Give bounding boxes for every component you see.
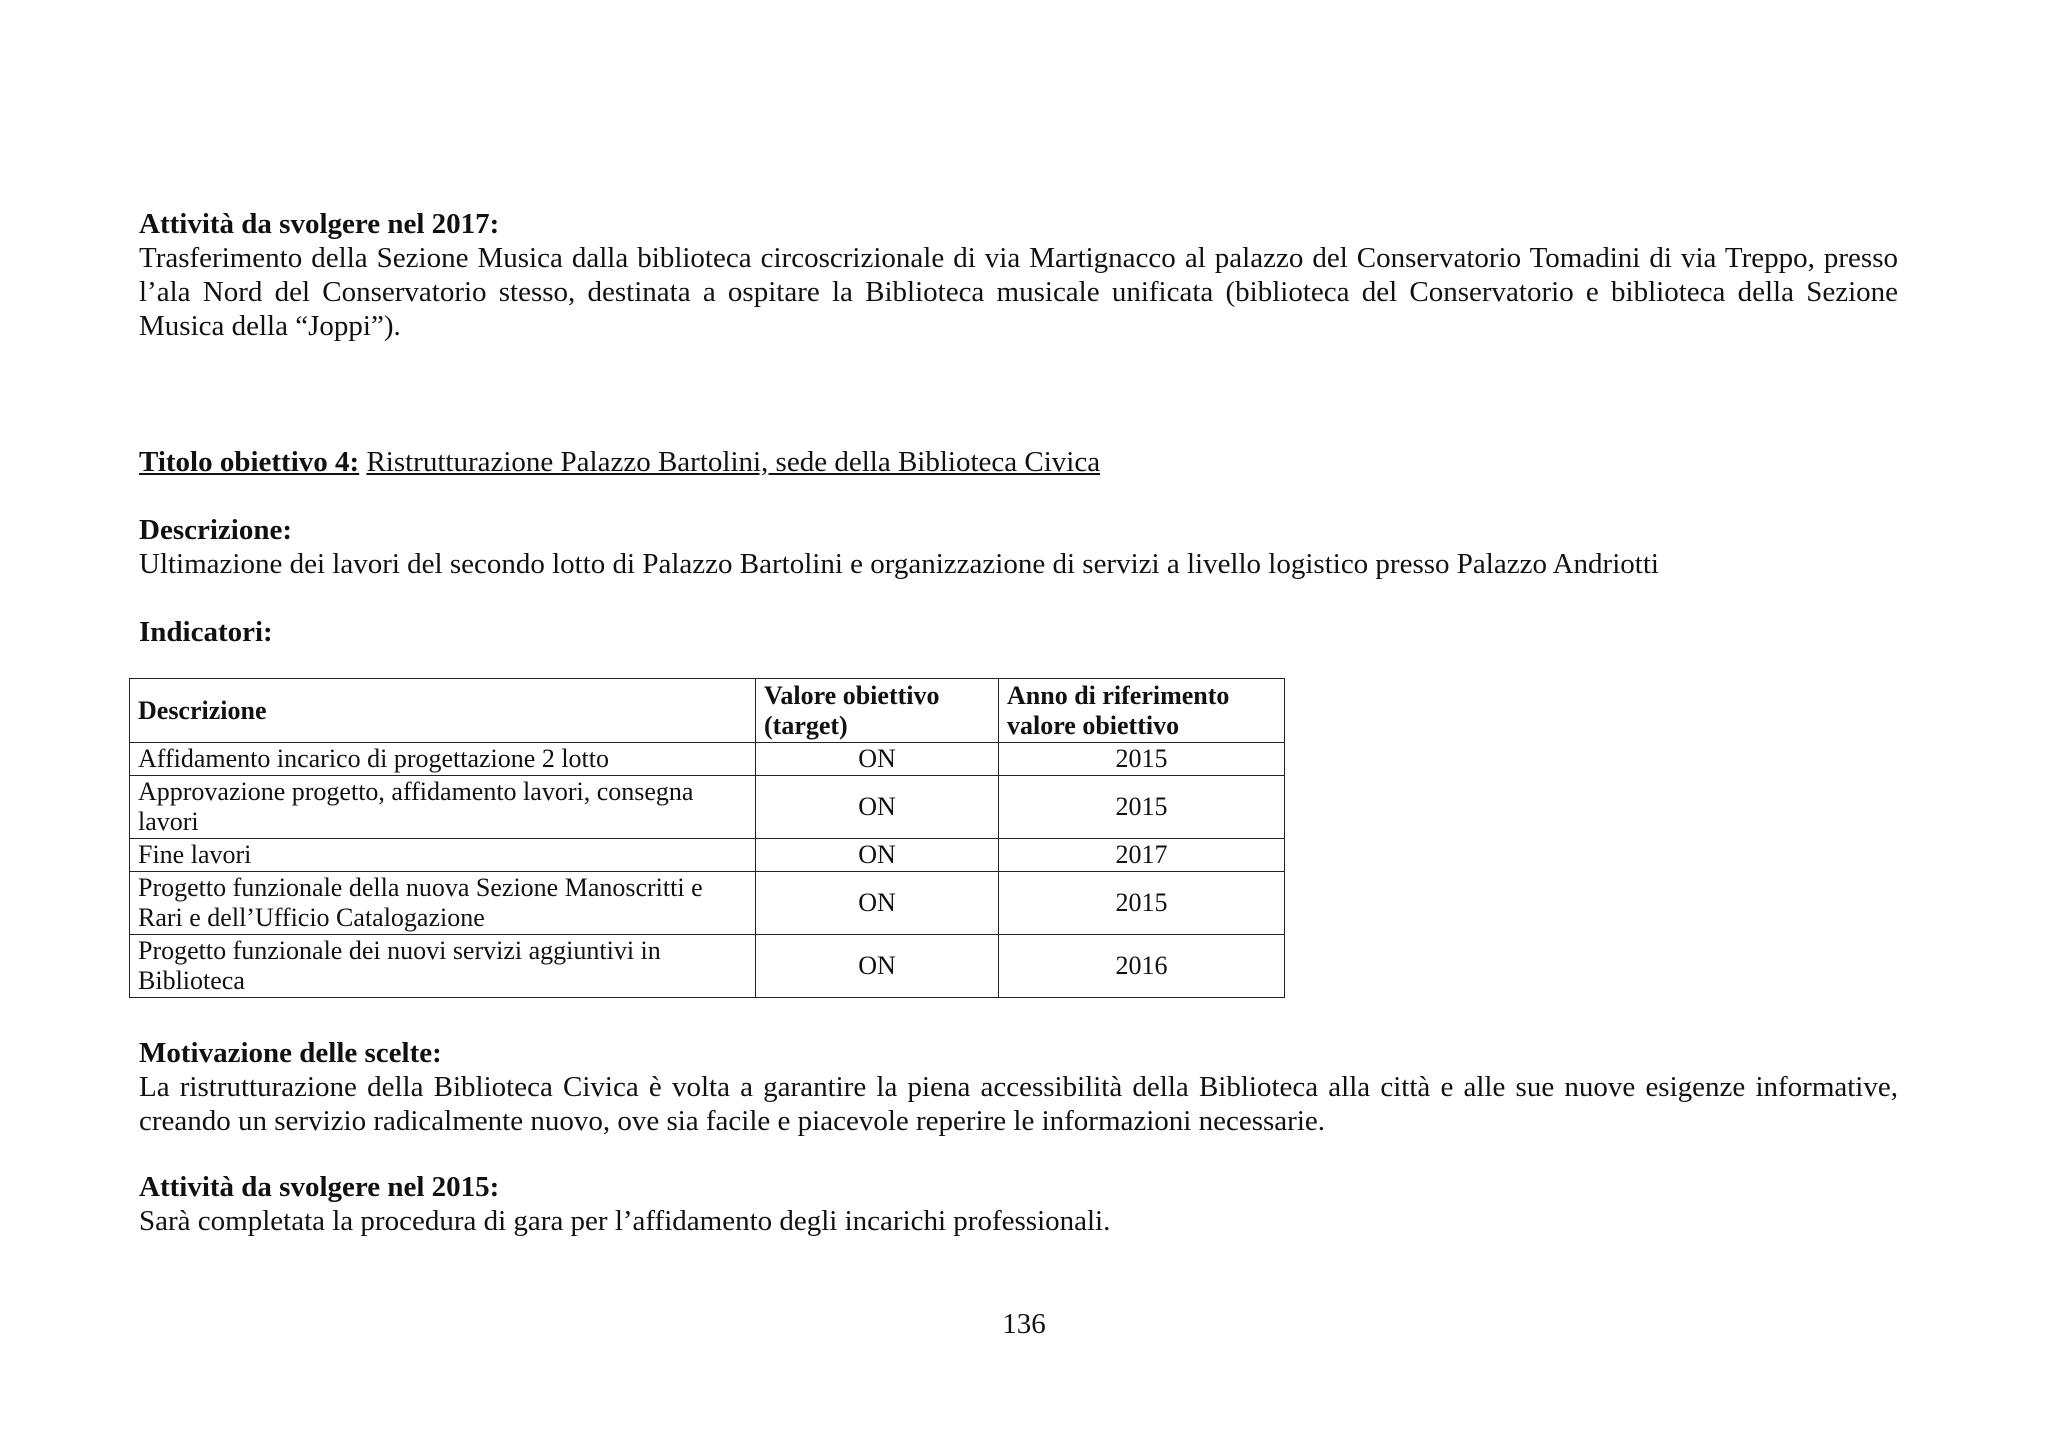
indicators-table [129, 678, 1285, 998]
table-header-row [130, 679, 1285, 743]
row-reference-year: 2017 [999, 839, 1285, 872]
motivation-section [139, 1036, 1898, 1138]
description-text: Ultimazione dei lavori del secondo lotto di Palazzo Bartolini e organizzazione di servizi a livello logistico presso Palazzo Andriotti [139, 548, 1659, 580]
row-target-value: ON [756, 872, 999, 935]
section-2017-heading: Attività da svolgere nel 2017: [139, 208, 500, 240]
column-header-valore-obiettivo: Valore obiettivo (target) [756, 679, 999, 743]
row-description: Progetto funzionale della nuova Sezione Manoscritti e Rari e dell’Ufficio Catalogazione [130, 872, 756, 935]
row-reference-year: 2016 [999, 935, 1285, 998]
description-heading: Descrizione: [139, 514, 292, 546]
indicators-heading: Indicatori: [139, 616, 273, 648]
section-2017-text: Trasferimento della Sezione Musica dalla biblioteca circoscrizionale di via Martignacco al palazzo del Conservatorio Tomadini di via Treppo, presso l’ala Nord del Conservatorio stesso, destinata a ospitare la Biblioteca musicale unificata (biblioteca del Conservatorio e biblioteca della Sezione Musica della “Joppi”). [139, 242, 1898, 342]
indicators-section [139, 615, 1898, 649]
row-reference-year: 2015 [999, 776, 1285, 839]
section-2015-text: Sarà completata la procedura di gara per l’affidamento degli incarichi professionali. [139, 1205, 1111, 1237]
column-header-descrizione: Descrizione [130, 679, 756, 743]
section-2015-heading: Attività da svolgere nel 2015: [139, 1171, 500, 1203]
row-reference-year: 2015 [999, 743, 1285, 776]
row-description: Approvazione progetto, affidamento lavori, consegna lavori [130, 776, 756, 839]
objective-title-text: Ristrutturazione Palazzo Bartolini, sede della Biblioteca Civica [366, 446, 1101, 478]
row-target-value: ON [756, 776, 999, 839]
row-target-value: ON [756, 839, 999, 872]
page-number: 136 [1002, 1308, 1046, 1340]
column-header-anno-riferimento: Anno di riferimento valore obiettivo [999, 679, 1285, 743]
table-row [130, 872, 1285, 935]
objective-label: Titolo obiettivo 4: [139, 446, 360, 478]
table-row [130, 935, 1285, 998]
row-description: Fine lavori [130, 839, 756, 872]
row-reference-year: 2015 [999, 872, 1285, 935]
motivation-text: La ristrutturazione della Biblioteca Civica è volta a garantire la piena accessibilità della Biblioteca alla città e alle sue nuove esigenze informative, creando un servizio radicalmente nuovo, ove sia facile e piacevole reperire le informazioni necessarie. [139, 1071, 1898, 1137]
section-2017 [139, 207, 1898, 343]
table-row [130, 743, 1285, 776]
row-target-value: ON [756, 743, 999, 776]
table-row [130, 776, 1285, 839]
row-target-value: ON [756, 935, 999, 998]
row-description: Progetto funzionale dei nuovi servizi aggiuntivi in Biblioteca [130, 935, 756, 998]
description-section [139, 513, 1898, 581]
row-description: Affidamento incarico di progettazione 2 lotto [130, 743, 756, 776]
table-row [130, 839, 1285, 872]
motivation-heading: Motivazione delle scelte: [139, 1037, 442, 1069]
objective-title [139, 445, 1898, 479]
section-2015 [139, 1170, 1898, 1238]
